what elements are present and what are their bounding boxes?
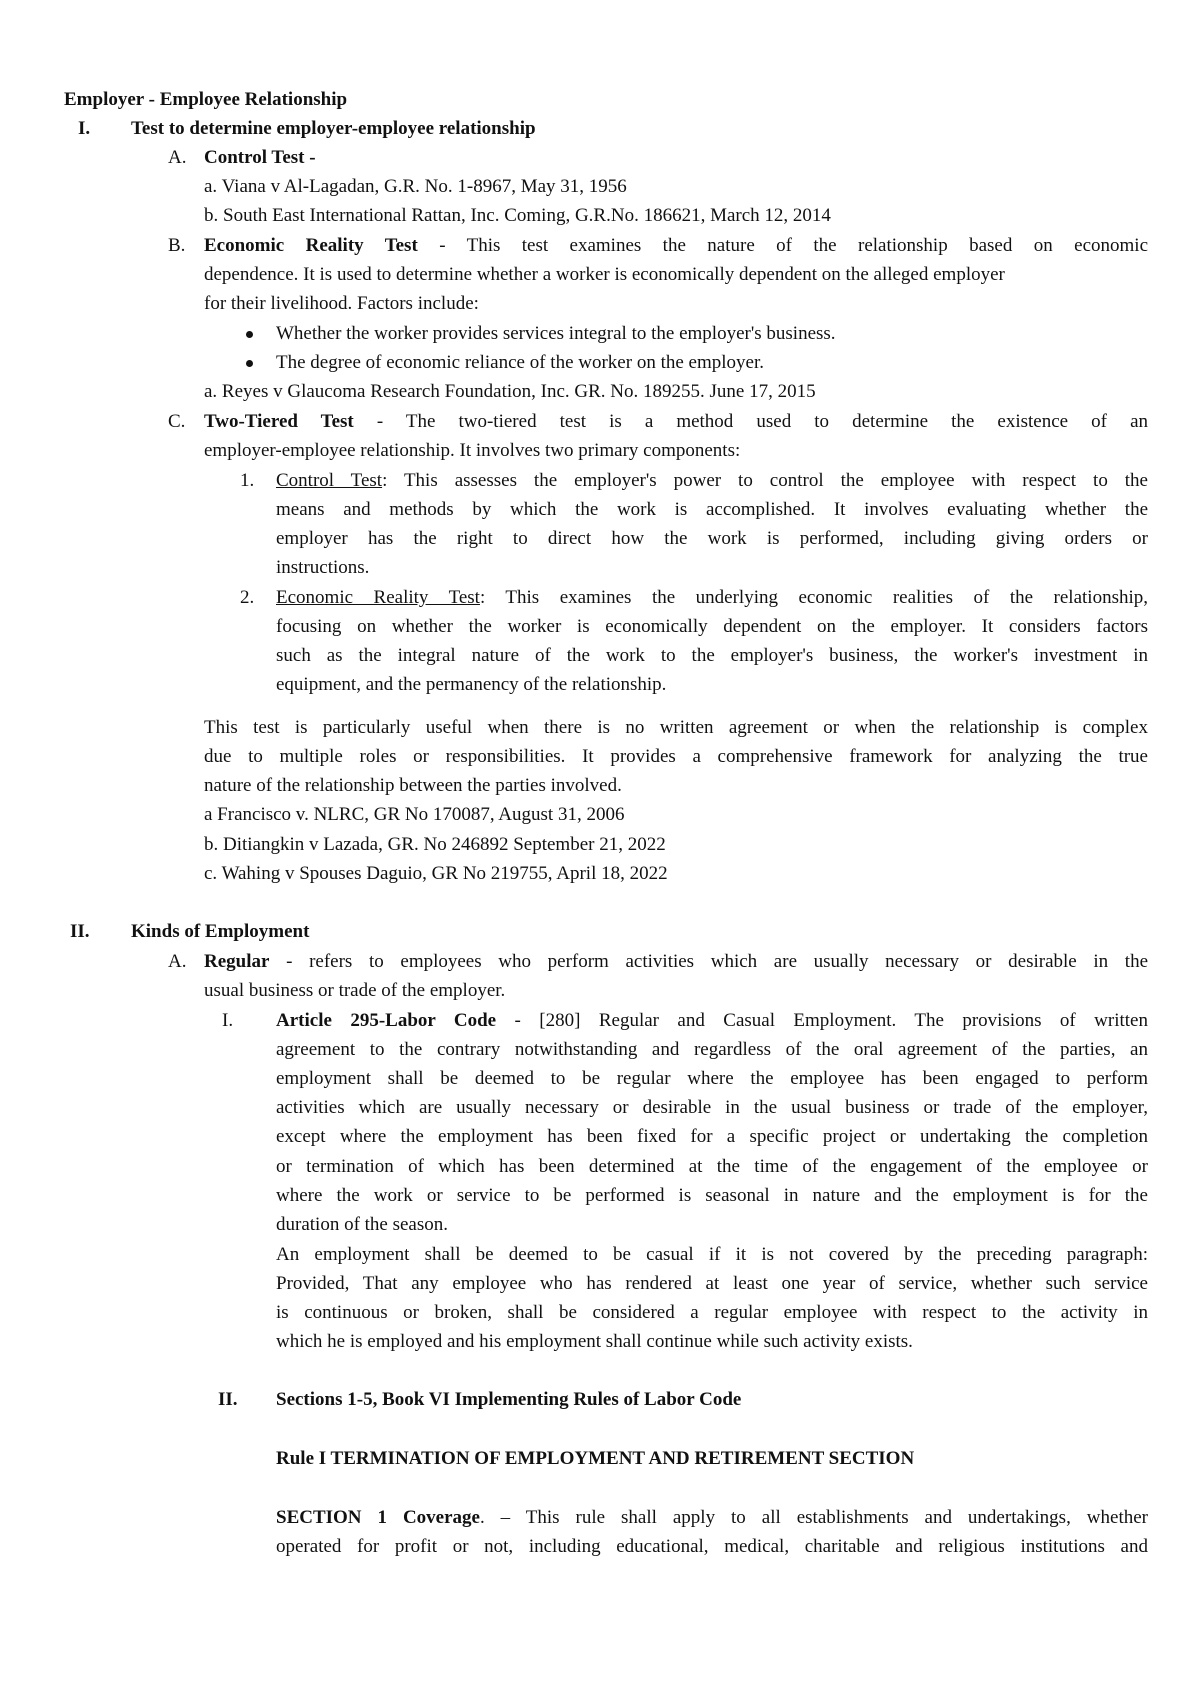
bullet-icon bbox=[246, 360, 253, 367]
paragraph-line: such as the integral nature of the work to the employer's business, the worker's investment in bbox=[276, 645, 1148, 666]
paragraph-line: SECTION 1 Coverage. – This rule shall apply to all establishments and undertakings, whether bbox=[276, 1507, 1148, 1528]
paragraph-line: Regular - refers to employees who perform activities which are usually necessary or desirable in the bbox=[204, 951, 1149, 972]
section-1-coverage-heading: SECTION 1 Coverage bbox=[276, 1507, 480, 1528]
paragraph-line: Economic Reality Test: This examines the underlying economic realities of the relationship, bbox=[276, 587, 1148, 608]
document-title: Employer - Employee Relationship bbox=[64, 89, 348, 110]
case-citation: a. Reyes v Glaucoma Research Foundation, Inc. GR. No. 189255. June 17, 2015 bbox=[204, 381, 816, 402]
paragraph-line: due to multiple roles or responsibilities. It provides a comprehensive framework for analyzing the true bbox=[204, 746, 1148, 767]
economic-reality-label: Economic Reality Test bbox=[276, 587, 480, 608]
case-citation: a. Viana v Al-Lagadan, G.R. No. 1-8967, May 31, 1956 bbox=[204, 176, 627, 197]
paragraph-line: where the work or service to be performed is seasonal in nature and the employment is for the bbox=[276, 1185, 1148, 1206]
list-item: The degree of economic reliance of the worker on the employer. bbox=[276, 352, 764, 373]
control-test-label: Control Test bbox=[276, 470, 383, 491]
case-citation: c. Wahing v Spouses Daguio, GR No 219755, April 18, 2022 bbox=[204, 863, 668, 884]
paragraph-line: employment shall be deemed to be regular where the employee has been engaged to perform bbox=[276, 1068, 1148, 1089]
subsection-a-letter: A. bbox=[168, 951, 187, 972]
paragraph-line: activities which are usually necessary or desirable in the usual business or trade of the employer, bbox=[276, 1097, 1148, 1118]
paragraph-line: usual business or trade of the employer. bbox=[204, 980, 506, 1001]
article-295-heading: Article 295-Labor Code bbox=[276, 1010, 497, 1031]
section-1-heading: Test to determine employer-employee relationship bbox=[131, 118, 536, 139]
subsection-c-letter: C. bbox=[168, 411, 186, 432]
paragraph-line: nature of the relationship between the parties involved. bbox=[204, 775, 622, 796]
paragraph-line: employer-employee relationship. It involves two primary components: bbox=[204, 440, 741, 461]
subsection-a-letter: A. bbox=[168, 147, 187, 168]
paragraph-line: is continuous or broken, shall be considered a regular employee with respect to the activity in bbox=[276, 1302, 1148, 1323]
economic-reality-heading: Economic Reality Test bbox=[204, 235, 418, 256]
paragraph-line: employer has the right to direct how the work is performed, including giving orders or bbox=[276, 528, 1148, 549]
list-number: 1. bbox=[240, 470, 255, 491]
rule-heading: Rule I TERMINATION OF EMPLOYMENT AND RETIREMENT SECTION bbox=[276, 1448, 915, 1469]
paragraph-line: Economic Reality Test - This test examines the nature of the relationship based on economic bbox=[204, 235, 1149, 256]
paragraph-line: dependence. It is used to determine whether a worker is economically dependent on the alleged employer bbox=[204, 264, 1005, 285]
paragraph-line: focusing on whether the worker is economically dependent on the employer. It considers factors bbox=[276, 616, 1148, 637]
paragraph-line: An employment shall be deemed to be casual if it is not covered by the preceding paragraph: bbox=[276, 1244, 1148, 1265]
case-citation: b. South East International Rattan, Inc. Coming, G.R.No. 186621, March 12, 2014 bbox=[204, 205, 831, 226]
paragraph-line: instructions. bbox=[276, 557, 370, 578]
paragraph-line: equipment, and the permanency of the relationship. bbox=[276, 674, 667, 695]
list-number: 2. bbox=[240, 587, 255, 608]
regular-heading: Regular bbox=[204, 951, 270, 972]
paragraph-line: Two-Tiered Test - The two-tiered test is a method used to determine the existence of an bbox=[204, 411, 1149, 432]
section-2-number: II. bbox=[70, 921, 90, 942]
paragraph-line: or termination of which has been determined at the time of the engagement of the employee or bbox=[276, 1156, 1148, 1177]
paragraph-line: operated for profit or not, including educational, medical, charitable and religious institutions and bbox=[276, 1536, 1148, 1557]
paragraph-line: Article 295-Labor Code - [280] Regular and Casual Employment. The provisions of written bbox=[276, 1010, 1148, 1031]
paragraph-line: means and methods by which the work is accomplished. It involves evaluating whether the bbox=[276, 499, 1148, 520]
subsection-b-letter: B. bbox=[168, 235, 186, 256]
paragraph-line: which he is employed and his employment shall continue while such activity exists. bbox=[276, 1331, 913, 1352]
paragraph-line: for their livelihood. Factors include: bbox=[204, 293, 479, 314]
list-item: Whether the worker provides services integral to the employer's business. bbox=[276, 323, 836, 344]
paragraph-line: Control Test: This assesses the employer's power to control the employee with respect to the bbox=[276, 470, 1148, 491]
paragraph-line: Provided, That any employee who has rendered at least one year of service, whether such service bbox=[276, 1273, 1148, 1294]
section-1-number: I. bbox=[78, 118, 91, 139]
paragraph-line: duration of the season. bbox=[276, 1214, 449, 1235]
paragraph-line: agreement to the contrary notwithstanding and regardless of the oral agreement of the parties, an bbox=[276, 1039, 1148, 1060]
section-2-heading: Kinds of Employment bbox=[131, 921, 310, 942]
bullet-icon bbox=[246, 331, 253, 338]
paragraph-line: This test is particularly useful when there is no written agreement or when the relationship is complex bbox=[204, 717, 1148, 738]
control-test-heading: Control Test - bbox=[204, 147, 316, 168]
two-tiered-heading: Two-Tiered Test bbox=[204, 411, 354, 432]
case-citation: b. Ditiangkin v Lazada, GR. No 246892 September 21, 2022 bbox=[204, 834, 666, 855]
case-citation: a Francisco v. NLRC, GR No 170087, August 31, 2006 bbox=[204, 804, 625, 825]
subsection-2-number: II. bbox=[218, 1389, 238, 1410]
paragraph-line: except where the employment has been fixed for a specific project or undertaking the completion bbox=[276, 1126, 1148, 1147]
article-number: I. bbox=[222, 1010, 234, 1031]
implementing-rules-heading: Sections 1-5, Book VI Implementing Rules of Labor Code bbox=[276, 1389, 742, 1410]
